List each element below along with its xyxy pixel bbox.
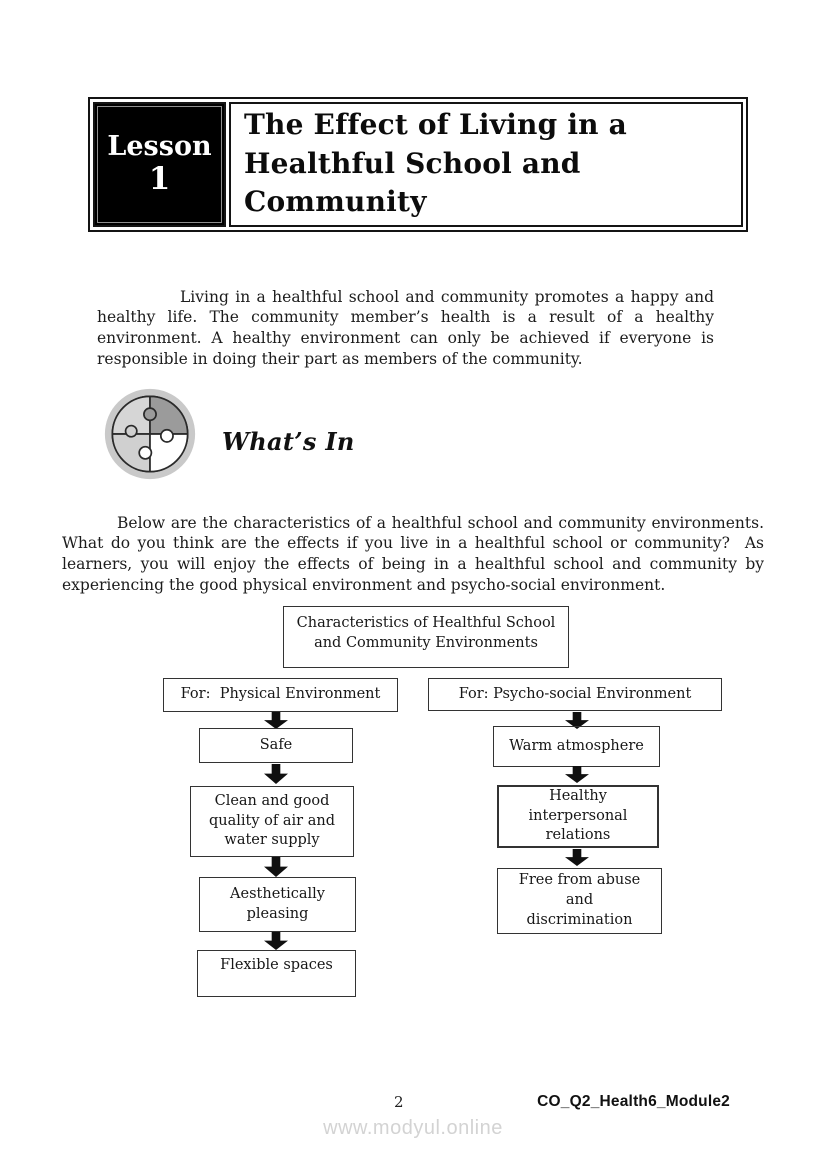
fc-item-clean-air-water: Clean and good quality of air and water supply xyxy=(190,786,354,857)
fc-item-warm-atmosphere: Warm atmosphere xyxy=(493,726,660,767)
fc-header-physical: For: Physical Environment xyxy=(163,678,398,712)
lesson-title-box xyxy=(229,102,743,227)
footer-watermark: www.modyul.online xyxy=(323,1117,503,1139)
fc-item-safe: Safe xyxy=(199,728,353,763)
footer-page-number: 2 xyxy=(394,1093,404,1111)
fc-header-psychosocial: For: Psycho-social Environment xyxy=(428,678,722,711)
fc-root-box: Characteristics of Healthful School and Community Environments xyxy=(283,606,569,668)
down-arrow-icon xyxy=(264,764,288,784)
down-arrow-icon xyxy=(565,849,589,866)
down-arrow-icon xyxy=(264,712,288,729)
down-arrow-icon xyxy=(264,932,288,950)
whats-in-paragraph: Below are the characteristics of a healthful school and community environments. What do you think are the effects if you live in a healthful school or community? As learners, you will enjoy the effects of being in a healthful school and community by experiencing the good physical environment and psycho-social environment. xyxy=(62,513,764,594)
lesson-label: Lesson xyxy=(107,131,212,163)
flowchart xyxy=(0,606,826,1006)
lesson-header-banner xyxy=(88,97,748,232)
puzzle-icon xyxy=(103,387,197,481)
fc-item-free-from-abuse: Free from abuse and discrimination xyxy=(497,868,662,934)
page-title: The Effect of Living in a Healthful School and Community xyxy=(244,108,627,219)
intro-paragraph: Living in a healthful school and community promotes a happy and healthy life. The community member’s health is a result of a healthy environment. A healthy environment can only be achieved if everyone is responsible in doing their part as members of the community. xyxy=(97,287,714,368)
fc-item-flexible-spaces: Flexible spaces xyxy=(197,950,356,997)
fc-item-aesthetically-pleasing: Aesthetically pleasing xyxy=(199,877,356,932)
whats-in-heading: What’s In xyxy=(222,427,355,456)
down-arrow-icon xyxy=(264,857,288,877)
lesson-number: 1 xyxy=(148,160,171,197)
footer-module-code: CO_Q2_Health6_Module2 xyxy=(537,1093,730,1110)
lesson-number-box xyxy=(93,102,226,227)
down-arrow-icon xyxy=(565,766,589,783)
fc-item-healthy-relations: Healthy interpersonal relations xyxy=(497,785,659,848)
